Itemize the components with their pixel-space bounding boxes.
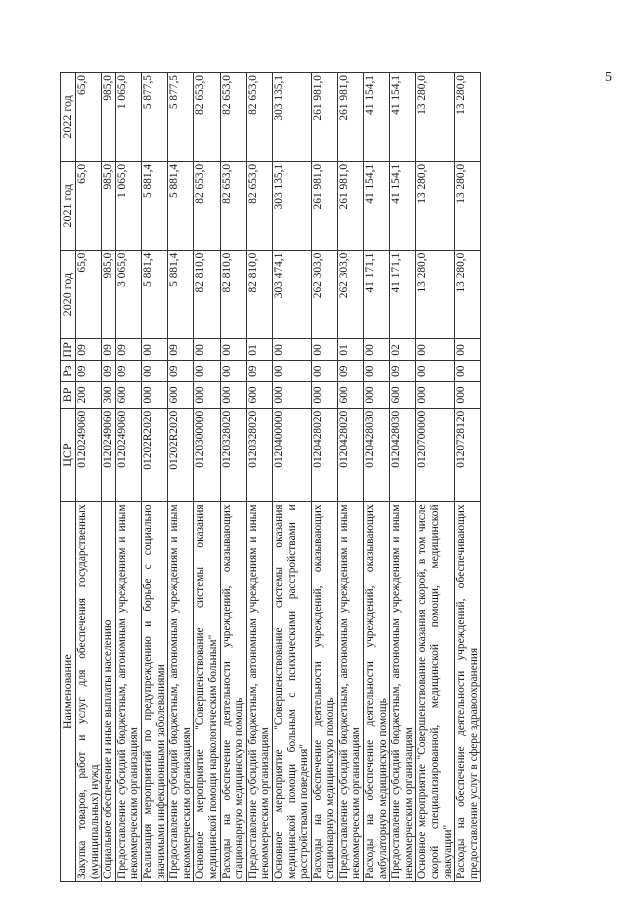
row-rz: 00 xyxy=(311,361,337,382)
row-value-2022: 5 877,5 xyxy=(141,73,167,162)
row-vr: 000 xyxy=(220,382,246,409)
row-name: Предоставление субсидий бюджетным, автономным учреждениям и иным некоммерческим организациям xyxy=(337,502,363,882)
row-vr: 000 xyxy=(272,382,311,409)
row-rz: 09 xyxy=(168,361,194,382)
rotated-table-container xyxy=(60,72,610,882)
row-vr: 600 xyxy=(337,382,363,409)
row-value-2020: 5 881,4 xyxy=(168,250,194,339)
row-value-2021: 65,0 xyxy=(76,161,102,250)
table-row xyxy=(102,73,116,882)
row-value-2020: 41 171,1 xyxy=(390,250,416,339)
row-csr: 0120249060 xyxy=(76,408,102,502)
row-rz: 00 xyxy=(364,361,390,382)
row-value-2022: 82 653,0 xyxy=(220,73,246,162)
row-value-2022: 13 280,0 xyxy=(416,73,455,162)
row-rz: 00 xyxy=(416,361,455,382)
table-row xyxy=(416,73,455,882)
row-value-2022: 41 154,1 xyxy=(364,73,390,162)
row-value-2020: 262 303,0 xyxy=(311,250,337,339)
row-pr: 09 xyxy=(102,339,116,361)
row-value-2021: 261 981,0 xyxy=(337,161,363,250)
row-csr: 0120300000 xyxy=(194,408,220,502)
row-value-2021: 82 653,0 xyxy=(246,161,272,250)
row-value-2020: 262 303,0 xyxy=(337,250,363,339)
row-value-2021: 41 154,1 xyxy=(364,161,390,250)
row-value-2021: 13 280,0 xyxy=(416,161,455,250)
row-pr: 09 xyxy=(168,339,194,361)
row-vr: 000 xyxy=(364,382,390,409)
row-value-2020: 41 171,1 xyxy=(364,250,390,339)
row-name: Закупка товаров, работ и услуг для обеспечения государственных (муниципальных) нужд xyxy=(76,502,102,882)
table-body xyxy=(76,73,481,882)
row-value-2020: 65,0 xyxy=(76,250,102,339)
header-pr: ПР xyxy=(61,339,76,361)
row-pr: 00 xyxy=(220,339,246,361)
row-csr: 0120428020 xyxy=(311,408,337,502)
row-vr: 000 xyxy=(141,382,167,409)
row-vr: 300 xyxy=(102,382,116,409)
page-number: 5 xyxy=(605,70,612,85)
row-value-2022: 82 653,0 xyxy=(246,73,272,162)
row-name: Предоставление субсидий бюджетным, автономным учреждениям и иным некоммерческим организациям xyxy=(115,502,141,882)
row-value-2021: 82 653,0 xyxy=(220,161,246,250)
row-rz: 09 xyxy=(115,361,141,382)
header-2020: 2020 год xyxy=(61,250,76,339)
row-pr: 00 xyxy=(311,339,337,361)
row-value-2022: 261 981,0 xyxy=(337,73,363,162)
row-csr: 0120249060 xyxy=(102,408,116,502)
table-row xyxy=(168,73,194,882)
row-value-2021: 41 154,1 xyxy=(390,161,416,250)
table-row xyxy=(194,73,220,882)
row-pr: 00 xyxy=(455,339,481,361)
row-csr: 0120428030 xyxy=(390,408,416,502)
row-value-2020: 985,0 xyxy=(102,250,116,339)
row-vr: 000 xyxy=(455,382,481,409)
row-csr: 01202R2020 xyxy=(168,408,194,502)
row-value-2022: 13 280,0 xyxy=(455,73,481,162)
row-pr: 00 xyxy=(194,339,220,361)
table-row xyxy=(76,73,102,882)
row-csr: 0120400000 xyxy=(272,408,311,502)
row-csr: 0120728120 xyxy=(455,408,481,502)
row-pr: 00 xyxy=(272,339,311,361)
table-row xyxy=(364,73,390,882)
row-vr: 200 xyxy=(76,382,102,409)
row-rz: 00 xyxy=(272,361,311,382)
table-row xyxy=(272,73,311,882)
row-name: Предоставление субсидий бюджетным, автономным учреждениям и иным некоммерческим организациям xyxy=(246,502,272,882)
table-row xyxy=(455,73,481,882)
row-vr: 600 xyxy=(115,382,141,409)
row-rz: 09 xyxy=(246,361,272,382)
row-rz: 00 xyxy=(194,361,220,382)
row-value-2020: 82 810,0 xyxy=(220,250,246,339)
row-value-2022: 5 877,5 xyxy=(168,73,194,162)
table-row xyxy=(390,73,416,882)
row-value-2022: 985,0 xyxy=(102,73,116,162)
row-pr: 09 xyxy=(115,339,141,361)
header-2021: 2021 год xyxy=(61,161,76,250)
budget-table xyxy=(60,72,481,882)
table-row xyxy=(246,73,272,882)
row-value-2022: 65,0 xyxy=(76,73,102,162)
row-rz: 09 xyxy=(76,361,102,382)
row-name: Основное мероприятие "Совершенствование системы оказания медицинской помощи наркологическим больным" xyxy=(194,502,220,882)
row-value-2020: 3 065,0 xyxy=(115,250,141,339)
row-pr: 01 xyxy=(246,339,272,361)
row-value-2020: 13 280,0 xyxy=(416,250,455,339)
table-row xyxy=(220,73,246,882)
header-csr: ЦСР xyxy=(61,408,76,502)
table-row xyxy=(141,73,167,882)
row-value-2021: 1 065,0 xyxy=(115,161,141,250)
row-value-2022: 303 135,1 xyxy=(272,73,311,162)
row-pr: 00 xyxy=(364,339,390,361)
row-vr: 600 xyxy=(246,382,272,409)
row-value-2021: 13 280,0 xyxy=(455,161,481,250)
row-name: Расходы на обеспечение деятельности учреждений, оказывающих амбулаторную медицинскую помощь xyxy=(364,502,390,882)
row-rz: 00 xyxy=(455,361,481,382)
row-name: Социальное обеспечение и иные выплаты населению xyxy=(102,502,116,882)
row-pr: 00 xyxy=(141,339,167,361)
row-name: Расходы на обеспечение деятельности учреждений, обеспечивающих предоставление услуг в сфере здравоохранения xyxy=(455,502,481,882)
row-rz: 09 xyxy=(102,361,116,382)
row-value-2020: 82 810,0 xyxy=(246,250,272,339)
row-value-2021: 5 881,4 xyxy=(168,161,194,250)
row-value-2021: 303 135,1 xyxy=(272,161,311,250)
header-2022: 2022 год xyxy=(61,73,76,162)
row-csr: 01202R2020 xyxy=(141,408,167,502)
row-rz: 00 xyxy=(141,361,167,382)
row-rz: 09 xyxy=(390,361,416,382)
row-value-2022: 41 154,1 xyxy=(390,73,416,162)
row-name: Предоставление субсидий бюджетным, автономным учреждениям и иным некоммерческим организациям xyxy=(168,502,194,882)
row-vr: 000 xyxy=(311,382,337,409)
row-value-2021: 5 881,4 xyxy=(141,161,167,250)
row-vr: 000 xyxy=(416,382,455,409)
row-name: Предоставление субсидий бюджетным, автономным учреждениям и иным некоммерческим организациям xyxy=(390,502,416,882)
row-csr: 0120328020 xyxy=(246,408,272,502)
header-rz: Рз xyxy=(61,361,76,382)
row-rz: 09 xyxy=(337,361,363,382)
header-vr: ВР xyxy=(61,382,76,409)
row-value-2022: 1 065,0 xyxy=(115,73,141,162)
row-csr: 0120428020 xyxy=(337,408,363,502)
row-vr: 600 xyxy=(390,382,416,409)
row-name: Расходы на обеспечение деятельности учреждений, оказывающих стационарную медицинскую помощь xyxy=(220,502,246,882)
table-row xyxy=(311,73,337,882)
row-name: Основное мероприятие "Совершенствование оказания скорой, в том числе скорой специализированной, медицинской помощи, медицинской эвакуации" xyxy=(416,502,455,882)
row-value-2020: 13 280,0 xyxy=(455,250,481,339)
row-value-2021: 985,0 xyxy=(102,161,116,250)
header-name: Наименование xyxy=(61,502,76,882)
row-pr: 01 xyxy=(337,339,363,361)
row-pr: 09 xyxy=(76,339,102,361)
row-csr: 0120249060 xyxy=(115,408,141,502)
row-value-2021: 82 653,0 xyxy=(194,161,220,250)
row-pr: 02 xyxy=(390,339,416,361)
row-name: Расходы на обеспечение деятельности учреждений, оказывающих стационарную медицинскую помощь xyxy=(311,502,337,882)
row-value-2020: 82 810,0 xyxy=(194,250,220,339)
row-name: Реализация мероприятий по предупреждению и борьбе с социально значимыми инфекционными заболеваниями xyxy=(141,502,167,882)
row-pr: 00 xyxy=(416,339,455,361)
row-vr: 600 xyxy=(168,382,194,409)
row-name: Основное мероприятие "Совершенствование системы оказания медицинской помощи больным с психическими расстройствами и расстройствами поведения" xyxy=(272,502,311,882)
table-row xyxy=(337,73,363,882)
row-vr: 000 xyxy=(194,382,220,409)
table-header-row xyxy=(61,73,76,882)
row-value-2021: 261 981,0 xyxy=(311,161,337,250)
table-row xyxy=(115,73,141,882)
row-rz: 00 xyxy=(220,361,246,382)
row-value-2020: 5 881,4 xyxy=(141,250,167,339)
row-csr: 0120428030 xyxy=(364,408,390,502)
row-value-2022: 82 653,0 xyxy=(194,73,220,162)
row-csr: 0120700000 xyxy=(416,408,455,502)
row-value-2022: 261 981,0 xyxy=(311,73,337,162)
row-csr: 0120328020 xyxy=(220,408,246,502)
row-value-2020: 303 474,1 xyxy=(272,250,311,339)
